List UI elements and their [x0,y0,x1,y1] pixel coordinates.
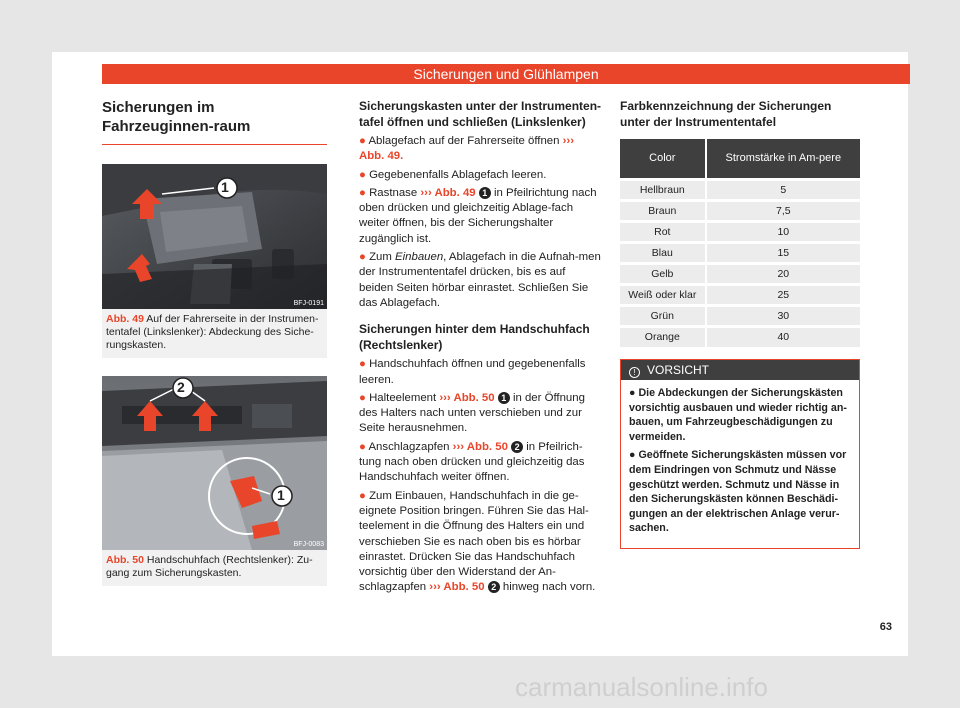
caution-item: ● Die Abdeckungen der Sicherungskästen vorsichtig ausbauen und wieder richtig an-bauen, um Fahrzeugbeschädigungen zu vermeiden. [629,387,847,443]
figure-link[interactable]: ››› Abb. 50 [429,581,485,594]
caption-text: Auf der Fahrerseite in der Instrumen-tentafel (Linkslenker): Abdeckung des Siche-rungskasten. [106,313,319,351]
figure-50-caption [102,550,327,586]
subheading-rhd: Sicherungen hinter dem Handschuhfach (Rechtslenker) [359,322,590,353]
caution-title: VORSICHT [647,363,710,377]
watermark: carmanualsonline.info [515,672,768,702]
driver-footwell-illustration [102,164,327,309]
table-row: Orange 40 [620,326,860,347]
info-icon: ! [629,367,640,378]
manual-page [52,52,908,656]
step: ● Gegebenenfalls Ablagefach leeren. [359,168,547,181]
figure-50-image [102,376,327,550]
step: ● Ablagefach auf der Fahrerseite öffnen ››› Abb. 49. [359,135,575,163]
figure-link[interactable]: ››› Abb. 49. [359,135,575,163]
table-header: Color [620,139,706,179]
figure-49 [102,164,327,358]
figure-code: BFJ-0191 [293,300,324,307]
caution-item: ● Geöffnete Sicherungskästen müssen vor dem Eindringen von Schmutz und Nässe geschützt werden. Schmutz und Nässe in den Sicherungskästen können Beschädi-gungen an der elektrischen Anlage verur-sachen. [629,449,847,535]
column-middle [359,98,602,599]
figure-code: BFJ-0083 [293,541,324,548]
table-row: Blau 15 [620,242,860,263]
figure-link[interactable]: ››› Abb. 50 [439,391,495,404]
step: ● Anschlagzapfen ››› Abb. 50 2 in Pfeilrich-tung nach oben drücken und gleichzeitig das Handschuhfach weiter öffnen. [359,440,585,484]
figure-49-image [102,164,327,309]
callout-badge: 2 [511,441,523,453]
section-title: Sicherungen im Fahrzeuginnen-raum [102,98,327,145]
subheading-fuse-colors: Farbkennzeichnung der Sicherungen unter der Instrumententafel [620,99,832,129]
callout-badge: 2 [488,581,500,593]
chapter-header: Sicherungen und Glühlampen [102,64,910,84]
column-left [102,98,327,586]
step: ● Halteelement ››› Abb. 50 1 in der Öffnung des Halters nach unten verschieben und zur Seite herausnehmen. [359,391,585,435]
callout-badge: 1 [479,187,491,199]
caption-ref: Abb. 50 [106,554,144,566]
step: ● Zum Einbauen, Handschuhfach in die ge-eignete Position bringen. Führen Sie das Hal-teelement in die Öffnung des Halters ein und verschieben Sie es nach oben bis es hörbar einrastet. Drücken Sie das Handschuhfach vorsichtig über den Widerstand der An-schlagzapfen ››› Abb. 50 2 hinweg nach vorn. [359,489,596,594]
callout-badge: 1 [498,392,510,404]
step: ● Handschuhfach öffnen und gegebenenfalls leeren. [359,358,586,386]
figure-link[interactable]: ››› Abb. 49 [420,186,476,199]
table-row: Braun 7,5 [620,200,860,221]
column-right [620,98,860,549]
fuse-color-table [620,139,860,347]
table-row: Gelb 20 [620,263,860,284]
caution-box [620,359,860,549]
step: ● Zum Einbauen, Ablagefach in die Aufnah-men der Instrumententafel drücken, bis es auf beiden Seiten hörbar einrastet. Schließen Sie das Ablagefach. [359,251,601,309]
caution-body [621,380,859,548]
callout-2: 2 [177,379,185,395]
subheading-lhd: Sicherungskasten unter der Instrumenten-tafel öffnen und schließen (Linkslenker) [359,99,602,129]
caption-text: Handschuhfach (Rechtslenker): Zu-gang zum Sicherungskasten. [106,554,313,579]
table-header: Stromstärke in Am-pere [706,139,860,179]
glovebox-illustration [102,376,327,550]
figure-50 [102,376,327,586]
page-number: 63 [879,621,892,633]
caption-ref: Abb. 49 [106,313,144,325]
caution-header [621,360,859,380]
step: ● Rastnase ››› Abb. 49 1 in Pfeilrichtung nach oben drücken und gleichzeitig Ablage-fach weiter öffnen, bis der Sicherungshalter zugänglich ist. [359,186,597,245]
table-row: Grün 30 [620,305,860,326]
callout-1: 1 [277,487,285,503]
callout-1: 1 [221,179,229,195]
figure-49-caption [102,309,327,358]
table-row: Weiß oder klar 25 [620,284,860,305]
table-row: Rot 10 [620,221,860,242]
table-row: Hellbraun 5 [620,179,860,200]
figure-link[interactable]: ››› Abb. 50 [452,440,508,453]
